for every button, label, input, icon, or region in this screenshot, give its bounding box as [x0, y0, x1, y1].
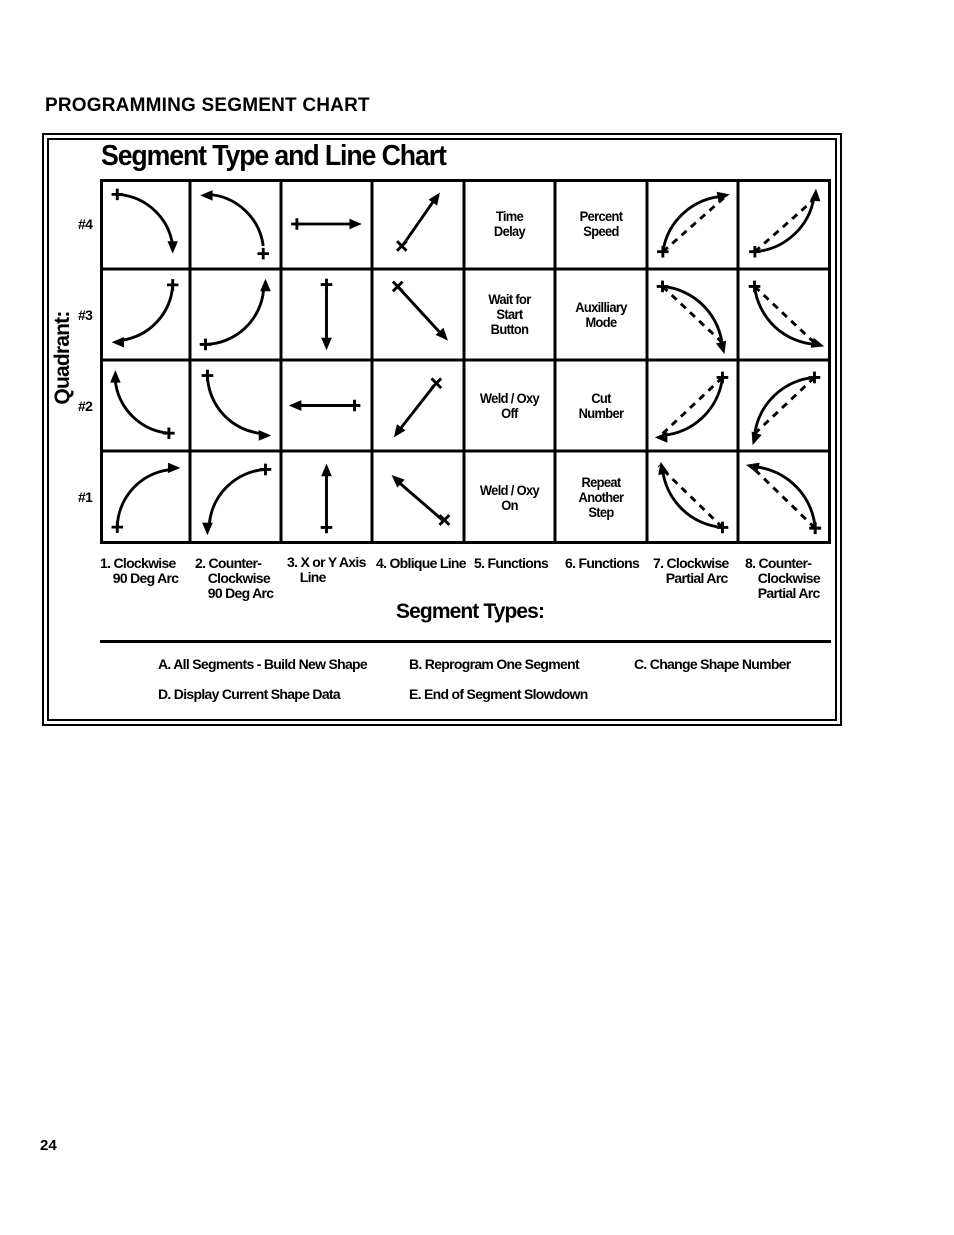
clockwise-arc-icon — [102, 181, 188, 267]
segment-cell-q3-c2 — [192, 271, 279, 358]
row-label-4: #4 — [78, 216, 93, 232]
segment-cell-q2-c3 — [283, 362, 370, 449]
legend-item-e: E. End of Segment Slowdown — [409, 686, 588, 702]
counter-clockwise-partial-arc-icon — [740, 181, 829, 267]
segment-cell-q2-c1 — [102, 362, 188, 449]
column-label-7: 7. Clockwise Partial Arc — [653, 555, 729, 586]
axis-line-icon — [283, 362, 370, 449]
segment-cell-q1-c2 — [192, 453, 279, 542]
function-cell-q3-c6 — [557, 271, 645, 358]
clockwise-arc-icon — [102, 362, 188, 449]
oblique-line-icon — [374, 362, 462, 449]
column-label-2: 2. Counter- Clockwise 90 Deg Arc — [195, 555, 274, 601]
clockwise-partial-arc-icon — [649, 271, 736, 358]
function-cell-q1-c5 — [466, 453, 553, 542]
row-label-2: #2 — [78, 398, 93, 414]
oblique-line-icon — [374, 453, 462, 542]
axis-line-icon — [283, 181, 370, 267]
segment-cell-q1-c3 — [283, 453, 370, 542]
counter-clockwise-arc-icon — [192, 453, 279, 542]
segment-cell-q2-c8 — [740, 362, 829, 449]
clockwise-partial-arc-icon — [649, 181, 736, 267]
column-label-4: 4. Oblique Line — [376, 555, 466, 571]
function-cell-label: Percent Speed — [579, 208, 623, 239]
segment-cell-q1-c1 — [102, 453, 188, 542]
segment-cell-q4-c3 — [283, 181, 370, 267]
counter-clockwise-arc-icon — [192, 271, 279, 358]
column-label-5: 5. Functions — [474, 555, 549, 571]
segment-cell-q2-c7 — [649, 362, 736, 449]
function-cell-label: Weld / Oxy Off — [479, 389, 540, 421]
segment-cell-q3-c4 — [374, 271, 462, 358]
function-cell-label: Time Delay — [493, 208, 526, 239]
segment-cell-q3-c8 — [740, 271, 829, 358]
function-cell-q3-c5 — [466, 271, 553, 358]
function-cell-label: Wait for Start Button — [488, 291, 531, 337]
function-cell-q4-c6 — [557, 181, 645, 267]
segment-cell-q1-c4 — [374, 453, 462, 542]
segment-cell-q4-c4 — [374, 181, 462, 267]
segment-cell-q2-c2 — [192, 362, 279, 449]
function-cell-label: Repeat Another Step — [578, 474, 624, 520]
function-cell-q2-c6 — [557, 362, 645, 449]
function-cell-label: Weld / Oxy On — [479, 481, 540, 513]
segment-types-title: Segment Types: — [396, 600, 545, 623]
counter-clockwise-arc-icon — [192, 362, 279, 449]
oblique-line-icon — [374, 181, 462, 267]
axis-line-icon — [283, 271, 370, 358]
clockwise-arc-icon — [102, 271, 188, 358]
segment-cell-q1-c7 — [649, 453, 736, 542]
quadrant-label: Quadrant: — [51, 311, 74, 405]
page-number: 24 — [40, 1137, 57, 1154]
segment-cell-q3-c3 — [283, 271, 370, 358]
function-cell-q1-c6 — [557, 453, 645, 542]
function-cell-q4-c5 — [466, 181, 553, 267]
column-label-6: 6. Functions — [565, 555, 640, 571]
segment-cell-q1-c8 — [740, 453, 829, 542]
row-label-1: #1 — [78, 489, 93, 505]
column-label-8: 8. Counter- Clockwise Partial Arc — [745, 555, 820, 601]
page-heading: PROGRAMMING SEGMENT CHART — [45, 95, 370, 116]
row-label-3: #3 — [78, 307, 93, 323]
segment-cell-q4-c1 — [102, 181, 188, 267]
legend-item-a: A. All Segments - Build New Shape — [158, 656, 367, 672]
legend-item-d: D. Display Current Shape Data — [158, 686, 340, 702]
function-cell-label: Cut Number — [578, 389, 624, 421]
clockwise-partial-arc-icon — [649, 362, 736, 449]
axis-line-icon — [283, 453, 370, 542]
divider — [100, 640, 831, 643]
oblique-line-icon — [374, 271, 462, 358]
counter-clockwise-partial-arc-icon — [740, 362, 829, 449]
function-cell-q2-c5 — [466, 362, 553, 449]
segment-cell-q4-c8 — [740, 181, 829, 267]
segment-cell-q4-c7 — [649, 181, 736, 267]
column-label-1: 1. Clockwise 90 Deg Arc — [100, 555, 179, 586]
counter-clockwise-arc-icon — [192, 181, 279, 267]
clockwise-arc-icon — [102, 453, 188, 542]
function-cell-label: Auxilliary Mode — [575, 298, 627, 330]
column-label-3: 3. X or Y Axis Line — [287, 554, 366, 585]
clockwise-partial-arc-icon — [649, 453, 736, 542]
legend-item-b: B. Reprogram One Segment — [409, 656, 579, 672]
segment-grid — [100, 179, 831, 544]
segment-cell-q4-c2 — [192, 181, 279, 267]
segment-cell-q3-c1 — [102, 271, 188, 358]
counter-clockwise-partial-arc-icon — [740, 271, 829, 358]
legend-item-c: C. Change Shape Number — [634, 656, 791, 672]
counter-clockwise-partial-arc-icon — [740, 453, 829, 542]
chart-title: Segment Type and Line Chart — [101, 140, 446, 172]
segment-cell-q3-c7 — [649, 271, 736, 358]
segment-cell-q2-c4 — [374, 362, 462, 449]
